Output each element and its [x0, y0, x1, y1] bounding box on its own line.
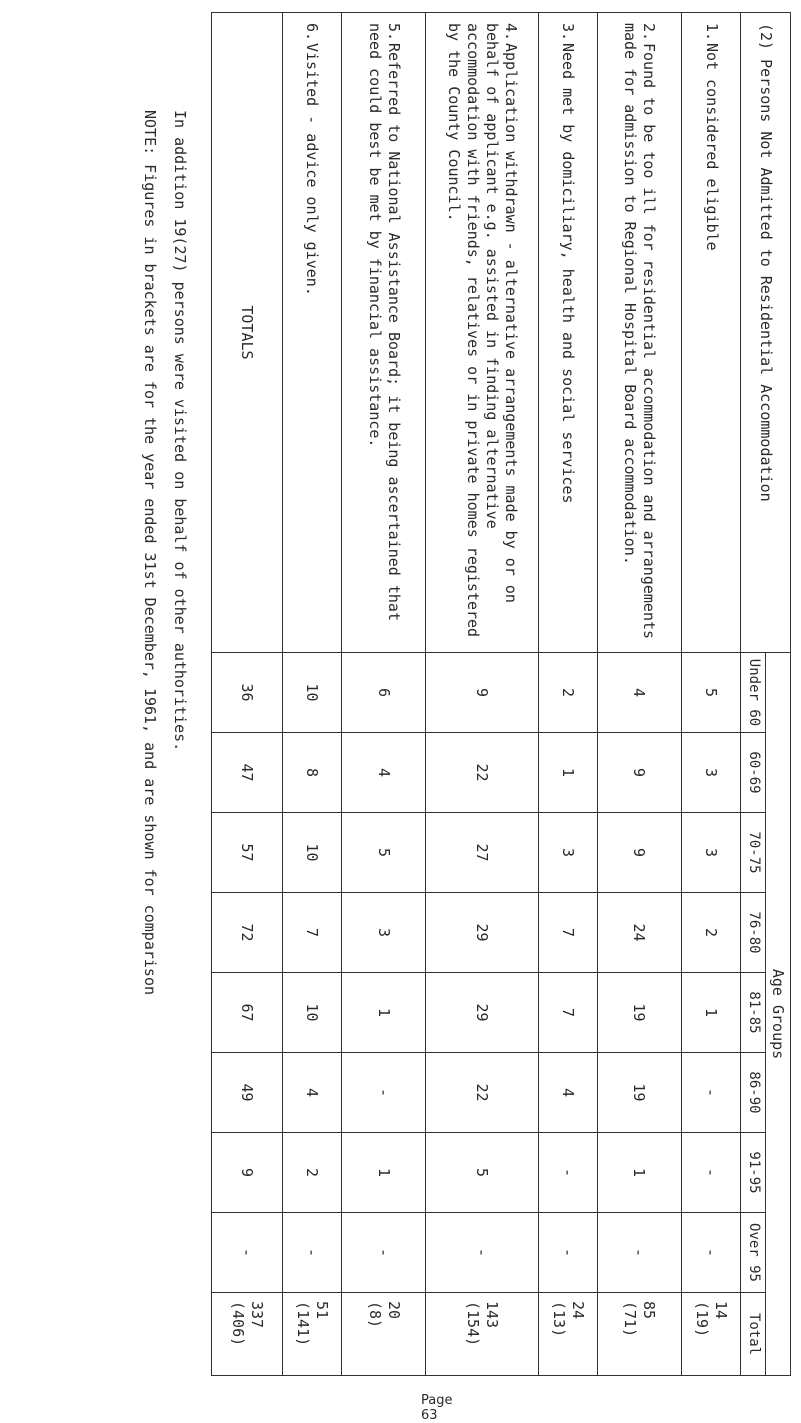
value-cell: 29	[426, 893, 538, 973]
category-label: Referred to National Assistance Board; it being ascertained that need could best be met by financial assistance.	[365, 23, 403, 621]
value-cell: 3	[682, 813, 741, 893]
col-70-75: 70-75	[741, 813, 766, 893]
value-cell: -	[597, 1213, 682, 1293]
col-76-80: 76-80	[741, 893, 766, 973]
value-cell: 1	[597, 1133, 682, 1213]
value-cell: 2	[538, 653, 597, 733]
value-cell: 2	[682, 893, 741, 973]
row-total-cell	[597, 1293, 682, 1376]
category-number: 2.	[640, 23, 659, 42]
row-total-value: 85	[640, 1301, 659, 1320]
note-additional-visits: In addition 19(27) persons were visited on behalf of other authorities.	[171, 110, 189, 752]
category-number: 5.	[384, 23, 403, 42]
totals-cell: 57	[212, 813, 283, 893]
value-cell: 5	[682, 653, 741, 733]
row-total-cell	[341, 1293, 426, 1376]
col-total: Total	[741, 1293, 766, 1376]
value-cell: 9	[426, 653, 538, 733]
table-row	[341, 13, 426, 1376]
value-cell: -	[341, 1053, 426, 1133]
table-row	[282, 13, 341, 1376]
value-cell: 3	[341, 893, 426, 973]
value-cell: 1	[538, 733, 597, 813]
value-cell: 3	[682, 733, 741, 813]
value-cell: 4	[538, 1053, 597, 1133]
category-cell	[597, 13, 682, 653]
value-cell: 22	[426, 733, 538, 813]
col-81-85: 81-85	[741, 973, 766, 1053]
row-total-cell	[538, 1293, 597, 1376]
value-cell: -	[282, 1213, 341, 1293]
value-cell: -	[682, 1133, 741, 1213]
value-cell: 10	[282, 973, 341, 1053]
row-total-previous: (154)	[463, 1301, 482, 1347]
note-brackets: NOTE: Figures in brackets are for the year ended 31st December, 1961, and are shown for comparison	[141, 110, 159, 996]
category-label: Application withdrawn - alternative arrangements made by or on behalf of applicant e.g. assisted in finding alternative accommodation with friends, relatives or in private homes registered by the County Council.	[444, 23, 520, 638]
row-total-cell	[426, 1293, 538, 1376]
table-title: (2) Persons Not Admitted to Residential Accommodation	[741, 13, 791, 653]
col-86-90: 86-90	[741, 1053, 766, 1133]
col-60-69: 60-69	[741, 733, 766, 813]
value-cell: 7	[538, 973, 597, 1053]
category-label: Need met by domiciliary, health and social services	[559, 43, 578, 504]
value-cell: 4	[341, 733, 426, 813]
table-row	[426, 13, 538, 1376]
row-total-previous: (19)	[693, 1301, 712, 1338]
row-total-value: 14	[712, 1301, 731, 1320]
value-cell: 5	[341, 813, 426, 893]
value-cell: -	[538, 1213, 597, 1293]
value-cell: 9	[597, 733, 682, 813]
not-admitted-table	[211, 12, 791, 1376]
col-over-95: Over 95	[741, 1213, 766, 1293]
category-cell	[426, 13, 538, 653]
category-cell	[682, 13, 741, 653]
value-cell: 19	[597, 1053, 682, 1133]
value-cell: 8	[282, 733, 341, 813]
value-cell: 1	[341, 973, 426, 1053]
row-total-cell	[282, 1293, 341, 1376]
totals-cell: -	[212, 1213, 283, 1293]
category-cell	[282, 13, 341, 653]
row-total-value: 24	[568, 1301, 587, 1320]
value-cell: 22	[426, 1053, 538, 1133]
row-total-cell	[682, 1293, 741, 1376]
value-cell: 29	[426, 973, 538, 1053]
row-total-previous: (141)	[293, 1301, 312, 1347]
table-row	[538, 13, 597, 1376]
category-number: 3.	[559, 23, 578, 42]
value-cell: -	[538, 1133, 597, 1213]
category-label: Found to be too ill for residential accommodation and arrangements made for admission to Regional Hospital Board accommodation.	[621, 23, 659, 640]
value-cell: 4	[282, 1053, 341, 1133]
value-cell: 1	[341, 1133, 426, 1213]
totals-total-previous: (406)	[228, 1301, 247, 1347]
totals-label: TOTALS	[212, 13, 283, 653]
row-total-value: 20	[384, 1301, 403, 1320]
page-number: Page 63	[421, 1393, 453, 1423]
row-total-value: 51	[312, 1301, 331, 1320]
value-cell: 7	[538, 893, 597, 973]
category-number: 1.	[702, 23, 721, 42]
totals-total-value: 337	[247, 1301, 266, 1329]
value-cell: 4	[597, 653, 682, 733]
value-cell: -	[341, 1213, 426, 1293]
col-91-95: 91-95	[741, 1133, 766, 1213]
category-cell	[341, 13, 426, 653]
table-row	[597, 13, 682, 1376]
value-cell: 10	[282, 813, 341, 893]
row-total-previous: (71)	[621, 1301, 640, 1338]
totals-cell: 9	[212, 1133, 283, 1213]
value-cell: -	[682, 1213, 741, 1293]
totals-cell: 47	[212, 733, 283, 813]
totals-cell: 72	[212, 893, 283, 973]
row-total-value: 143	[482, 1301, 501, 1329]
value-cell: 10	[282, 653, 341, 733]
value-cell: 19	[597, 973, 682, 1053]
category-number: 6.	[303, 23, 322, 42]
value-cell: 7	[282, 893, 341, 973]
value-cell: 27	[426, 813, 538, 893]
totals-grand-total	[212, 1293, 283, 1376]
age-groups-label: Age Groups	[766, 653, 791, 1376]
category-label: Visited - advice only given.	[303, 43, 322, 296]
value-cell: 1	[682, 973, 741, 1053]
value-cell: -	[426, 1213, 538, 1293]
col-under-60: Under 60	[741, 653, 766, 733]
category-label: Not considered eligible	[702, 43, 721, 251]
value-cell: 2	[282, 1133, 341, 1213]
row-total-previous: (8)	[365, 1301, 384, 1329]
totals-cell: 36	[212, 653, 283, 733]
value-cell: 24	[597, 893, 682, 973]
table-row	[682, 13, 741, 1376]
totals-cell: 67	[212, 973, 283, 1053]
value-cell: 5	[426, 1133, 538, 1213]
totals-row	[212, 13, 283, 1376]
value-cell: 6	[341, 653, 426, 733]
totals-cell: 49	[212, 1053, 283, 1133]
value-cell: -	[682, 1053, 741, 1133]
category-number: 4.	[501, 23, 520, 42]
row-total-previous: (13)	[549, 1301, 568, 1338]
value-cell: 9	[597, 813, 682, 893]
category-cell	[538, 13, 597, 653]
value-cell: 3	[538, 813, 597, 893]
